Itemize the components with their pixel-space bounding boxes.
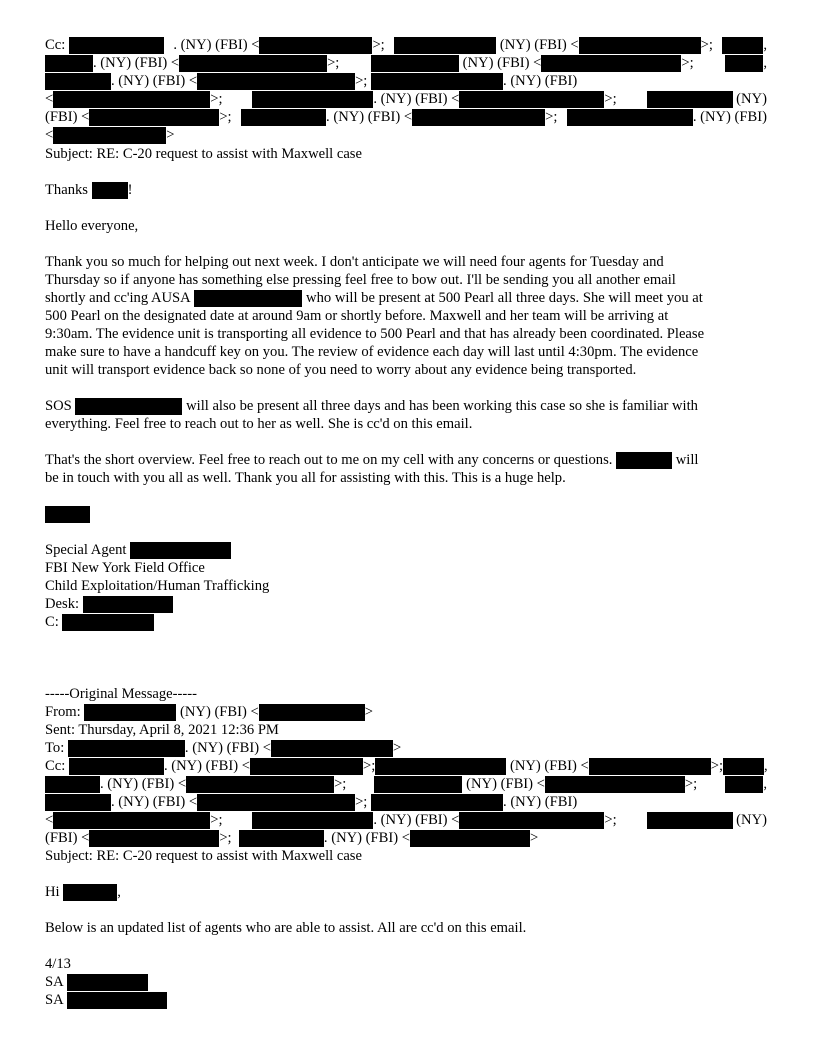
redaction [459, 91, 604, 108]
signature-unit: Child Exploitation/Human Trafficking [45, 578, 270, 594]
original-cc-line-1: Cc: . (NY) (FBI) < >; (NY) (FBI) < >; , [45, 758, 768, 774]
redaction [194, 290, 302, 307]
original-body: Below is an updated list of agents who are able to assist. All are cc'd on this email. [45, 920, 527, 936]
redaction [68, 740, 185, 757]
cc-line-4: < >; . (NY) (FBI) < >; (NY) [45, 91, 767, 107]
redaction [75, 398, 182, 415]
redaction [241, 109, 326, 126]
redaction [62, 614, 154, 631]
greeting: Hello everyone, [45, 218, 139, 234]
redaction [63, 884, 117, 901]
redaction [259, 704, 365, 721]
redaction [371, 794, 503, 811]
reply-subject: Subject: RE: C-20 request to assist with Maxwell case [45, 146, 362, 162]
redaction [375, 758, 506, 775]
redaction [84, 704, 176, 721]
redaction [541, 55, 681, 72]
redaction [69, 37, 164, 54]
redaction [130, 542, 231, 559]
redaction [53, 812, 210, 829]
redaction [197, 73, 355, 90]
para1-line: make sure to have a handcuff key on you. The review of evidence each day will last until 4:30pm. The evidence [45, 344, 699, 360]
redaction [53, 91, 210, 108]
para3-line: That's the short overview. Feel free to reach out to me on my cell with any concerns or questions. will [45, 452, 699, 468]
redaction [725, 776, 763, 793]
redaction [545, 776, 685, 793]
para1-line: Thank you so much for helping out next week. I don't anticipate we will need four agents for Tuesday and [45, 254, 664, 270]
redaction [239, 830, 324, 847]
original-date: 4/13 [45, 956, 71, 972]
cc-line-3: . (NY) (FBI) < >; . (NY) (FBI) [45, 73, 577, 90]
redaction [89, 109, 219, 126]
agent-line: SA [45, 992, 167, 1009]
cc-line-6: < > [45, 127, 175, 143]
redaction [374, 776, 462, 793]
redaction [45, 506, 90, 523]
redaction [89, 830, 219, 847]
redaction [45, 73, 111, 90]
para2-line: SOS will also be present all three days and has been working this case so she is familiar with [45, 398, 698, 414]
agent-line: SA [45, 974, 148, 991]
original-subject: Subject: RE: C-20 request to assist with Maxwell case [45, 848, 362, 864]
redaction [371, 73, 503, 90]
signature-name-redaction [45, 506, 90, 523]
redaction [252, 91, 373, 108]
redaction [250, 758, 363, 775]
original-cc-line-3: . (NY) (FBI) < >; . (NY) (FBI) [45, 794, 577, 811]
redaction [45, 776, 100, 793]
signature-desk: Desk: [45, 596, 173, 613]
redaction [579, 37, 701, 54]
redaction [647, 812, 733, 829]
redaction [179, 55, 327, 72]
redaction [616, 452, 672, 469]
para3-line: be in touch with you all as well. Thank you all for assisting with this. This is a huge help. [45, 470, 566, 486]
redaction [45, 55, 93, 72]
redaction [723, 758, 764, 775]
redaction [589, 758, 711, 775]
original-cc-line-4: < >; . (NY) (FBI) < >; (NY) [45, 812, 767, 828]
para1-line: 9:30am. The evidence unit is transporting all evidence to 500 Pearl and that has already been coordinated. Please [45, 326, 705, 342]
cc-line-1: Cc: . (NY) (FBI) < >; (NY) (FBI) < >; , [45, 37, 767, 53]
para1-line: Thursday so if anyone has something else pressing feel free to bow out. I'll be sending you all another email [45, 272, 676, 288]
thanks-line: Thanks ! [45, 182, 133, 198]
signature-title: Special Agent [45, 542, 231, 559]
redaction [459, 812, 604, 829]
original-to: To: . (NY) (FBI) < > [45, 740, 402, 756]
redaction [186, 776, 334, 793]
redaction [252, 812, 373, 829]
redaction [567, 109, 693, 126]
cc-line-2: . (NY) (FBI) < >; (NY) (FBI) < >; , [45, 55, 767, 72]
original-hi: Hi , [45, 884, 121, 900]
redaction [53, 127, 166, 144]
redaction [197, 794, 355, 811]
redaction [67, 974, 148, 991]
redaction [92, 182, 128, 199]
para1-line: shortly and cc'ing AUSA who will be present at 500 Pearl all three days. She will meet you at [45, 290, 703, 306]
original-from: From: (NY) (FBI) < > [45, 704, 373, 720]
redaction [722, 37, 763, 54]
para2-line: everything. Feel free to reach out to her as well. She is cc'd on this email. [45, 416, 473, 432]
redaction [271, 740, 393, 757]
redaction [725, 55, 763, 72]
redaction [647, 91, 733, 108]
original-cc-line-5: (FBI) < >; . (NY) (FBI) < > [45, 830, 539, 846]
signature-cell: C: [45, 614, 154, 631]
redaction [394, 37, 496, 54]
original-cc-line-2: . (NY) (FBI) < >; (NY) (FBI) < >; , [45, 776, 767, 793]
para1-line: 500 Pearl on the designated date at around 9am or shortly before. Maxwell and her team will be arriving at [45, 308, 669, 324]
redaction [412, 109, 545, 126]
redaction [67, 992, 167, 1009]
redaction [371, 55, 459, 72]
signature-office: FBI New York Field Office [45, 560, 205, 576]
redaction [410, 830, 530, 847]
redaction [259, 37, 372, 54]
para1-line: unit will transport evidence back so none of you need to worry about any evidence being transported. [45, 362, 637, 378]
redaction [83, 596, 173, 613]
original-divider: -----Original Message----- [45, 686, 197, 702]
redaction [69, 758, 164, 775]
cc-line-5: (FBI) < >; . (NY) (FBI) < >; . (NY) (FBI) [45, 109, 767, 125]
original-sent: Sent: Thursday, April 8, 2021 12:36 PM [45, 722, 279, 738]
redaction [45, 794, 111, 811]
